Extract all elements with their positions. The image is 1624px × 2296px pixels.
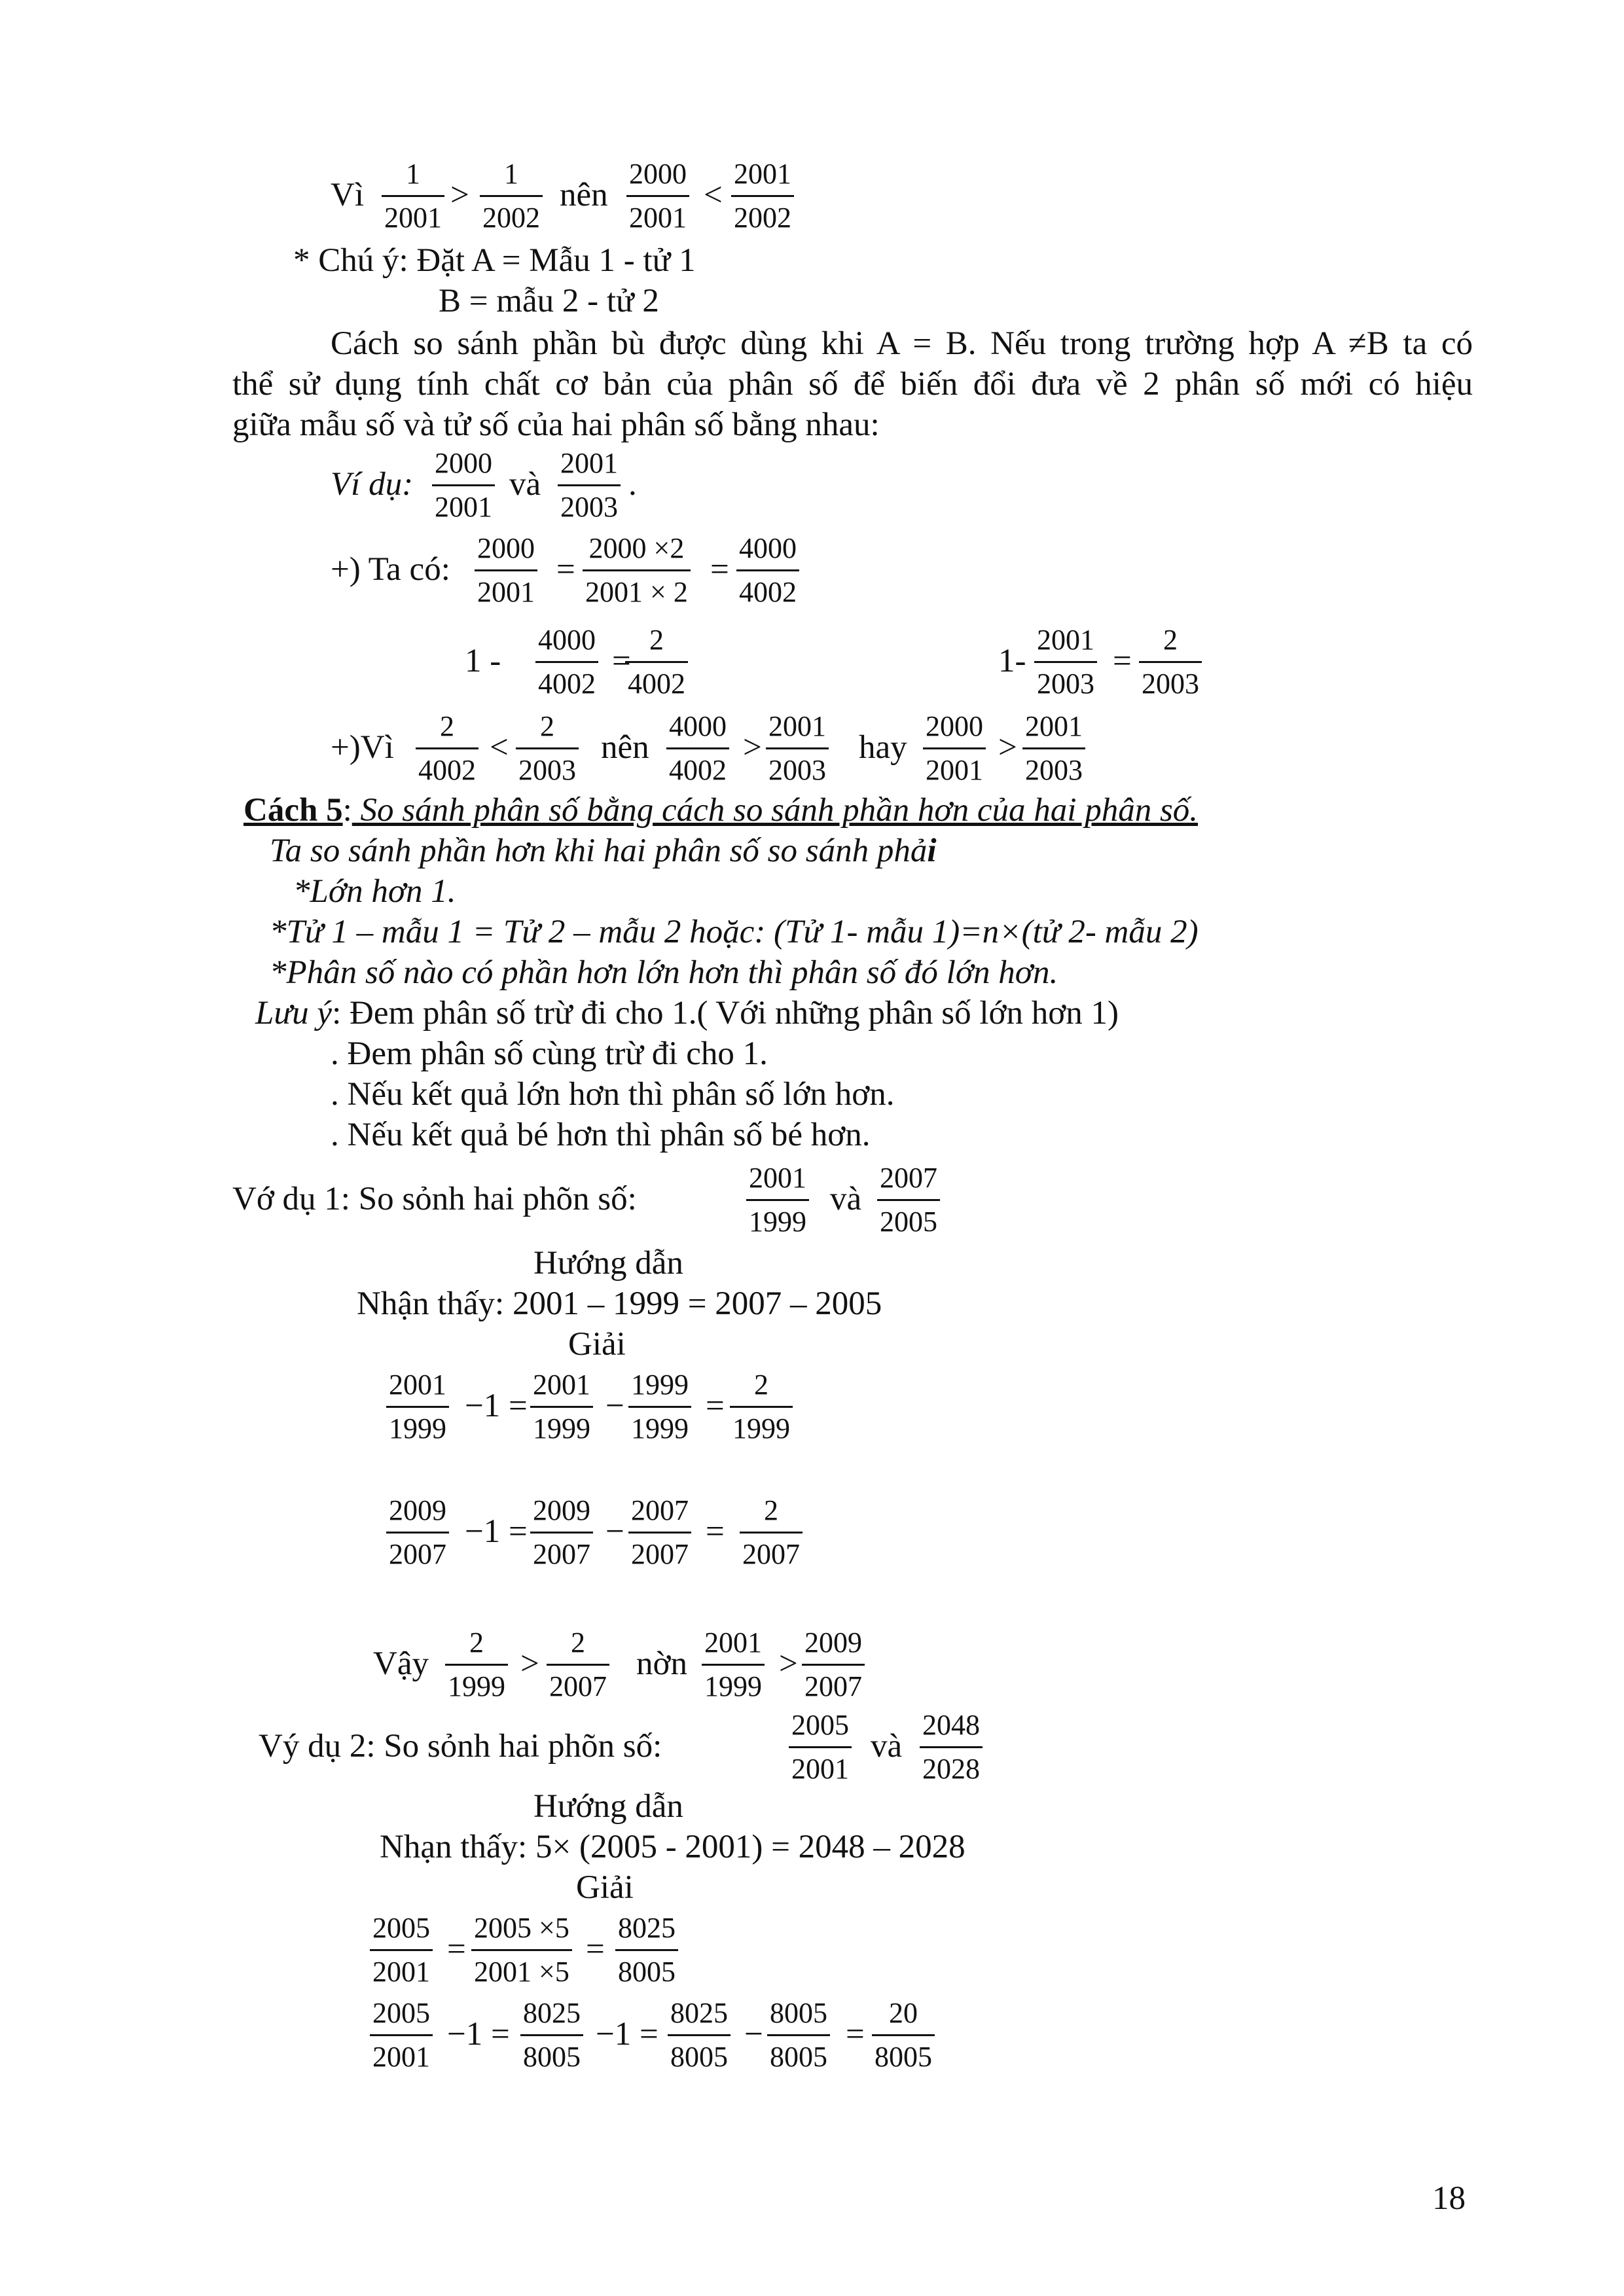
fraction: 8025 8005 <box>520 1996 583 2074</box>
paragraph-line: Cách so sánh phần bù được dùng khi A = B. Nếu trong trường hợp A ≠B ta có <box>331 325 1473 362</box>
page-number: 18 <box>1432 2180 1466 2217</box>
operator: = <box>1113 643 1132 679</box>
note-line-b: B = mẫu 2 - tử 2 <box>439 283 659 319</box>
operator: = <box>710 551 729 588</box>
fraction: 4000 4002 <box>666 709 729 787</box>
note-item: . Đem phân số cùng trừ đi cho 1. <box>331 1035 768 1072</box>
fraction: 2001 2003 <box>558 446 621 524</box>
fraction: 8025 8005 <box>615 1911 678 1989</box>
example-label: Ví dụ: <box>331 466 414 503</box>
fraction: 20 8005 <box>872 1996 935 2074</box>
text-hay: hay <box>859 729 907 766</box>
fraction: 4000 4002 <box>535 623 598 701</box>
fraction: 2001 1999 <box>386 1368 449 1446</box>
observation-line: Nhạn thấy: 5× (2005 - 2001) = 2048 – 2028 <box>380 1829 965 1865</box>
rule-line: *Tử 1 – mẫu 1 = Tử 2 – mẫu 2 hoặc: (Tử 1- mẫu 1)=n×(tử 2- mẫu 2) <box>270 914 1199 950</box>
operator: = <box>706 1388 725 1424</box>
operator: < <box>490 729 509 766</box>
operator: = <box>556 551 575 588</box>
fraction: 1 2002 <box>480 157 543 235</box>
operator: −1 = <box>465 1513 528 1550</box>
operator: −1 = <box>596 2016 659 2053</box>
operator: > <box>450 177 469 213</box>
example-label: Vý dụ 2: So sỏnh hai phõn số: <box>259 1728 662 1765</box>
subheading: Hướng dẫn <box>533 1788 683 1825</box>
observation-line: Nhận thấy: 2001 – 1999 = 2007 – 2005 <box>357 1285 882 1322</box>
note-line: Lưu ý: Đem phân số trừ đi cho 1.( Với những phân số lớn hơn 1) <box>255 995 1119 1031</box>
text-vi: Vì <box>331 177 364 213</box>
fraction: 8005 8005 <box>767 1996 830 2074</box>
text-nen: nên <box>560 177 608 213</box>
text-vi: +)Vì <box>331 729 394 766</box>
fraction: 2 2007 <box>740 1494 803 1571</box>
operator: > <box>743 729 762 766</box>
fraction: 2 1999 <box>445 1626 508 1704</box>
fraction: 2001 2002 <box>731 157 794 235</box>
fraction: 2000 2001 <box>923 709 986 787</box>
section-heading: Cách 5: So sánh phân số bằng cách so sánh phần hơn của hai phân số. <box>244 792 1199 829</box>
fraction: 2 4002 <box>416 709 478 787</box>
fraction: 2 2003 <box>1139 623 1202 701</box>
fraction: 2009 2007 <box>386 1494 449 1571</box>
text-vay: Vậy <box>373 1645 429 1682</box>
punctuation: . <box>628 466 637 503</box>
fraction: 2000 2001 <box>626 157 689 235</box>
note-item: . Nếu kết quả lớn hơn thì phân số lớn hơn. <box>331 1076 895 1113</box>
operator: = <box>846 2016 865 2053</box>
fraction: 2005 2001 <box>370 1996 433 2074</box>
operator: − <box>744 2016 763 2053</box>
fraction: 2001 1999 <box>746 1161 809 1239</box>
operator: > <box>998 729 1017 766</box>
fraction: 2005 2001 <box>789 1708 852 1786</box>
fraction: 4000 4002 <box>736 531 799 609</box>
section-title: Cách 5 <box>244 792 343 829</box>
fraction: 2007 2005 <box>877 1161 940 1239</box>
example-label: Vớ dụ 1: So sỏnh hai phõn số: <box>232 1181 637 1217</box>
operator: > <box>779 1645 798 1682</box>
fraction: 2005 2001 <box>370 1911 433 1989</box>
section-title-text: So sánh phân số bằng cách so sánh phần hơn của hai phân số. <box>352 792 1199 829</box>
subheading: Giải <box>568 1326 626 1363</box>
text-non: nờn <box>636 1645 687 1682</box>
operator: = <box>447 1931 466 1967</box>
fraction: 2 4002 <box>625 623 688 701</box>
fraction: 2009 2007 <box>802 1626 865 1704</box>
subheading: Giải <box>576 1869 634 1906</box>
operator: −1 = <box>465 1388 528 1424</box>
fraction: 2000 ×2 2001 × 2 <box>583 531 691 609</box>
paragraph-line: giữa mẫu số và tử số của hai phân số bằng nhau: <box>232 406 880 443</box>
fraction: 2009 2007 <box>530 1494 593 1571</box>
operator: −1 = <box>447 2016 510 2053</box>
text-va: và <box>830 1181 862 1217</box>
paragraph-line: thể sử dụng tính chất cơ bản của phân số để biến đổi đưa về 2 phân số mới có hiệu <box>232 366 1473 403</box>
fraction: 2001 2003 <box>766 709 829 787</box>
fraction: 2005 ×5 2001 ×5 <box>471 1911 572 1989</box>
operator: = <box>706 1513 725 1550</box>
note-item: . Nếu kết quả bé hơn thì phân số bé hơn. <box>331 1117 871 1153</box>
fraction: 2048 2028 <box>920 1708 983 1786</box>
rule-line: *Phân số nào có phần hơn lớn hơn thì phân số đó lớn hơn. <box>270 954 1058 991</box>
fraction: 2 1999 <box>730 1368 793 1446</box>
fraction: 2007 2007 <box>628 1494 691 1571</box>
operator: = <box>586 1931 605 1967</box>
text-ta-co: +) Ta có: <box>331 551 450 588</box>
text-va: và <box>509 466 541 503</box>
note-line: * Chú ý: Đặt A = Mẫu 1 - tử 1 <box>293 242 696 279</box>
subheading: Hướng dẫn <box>533 1245 683 1282</box>
text-one-minus: 1 - <box>465 643 501 679</box>
fraction: 1999 1999 <box>628 1368 691 1446</box>
operator: > <box>520 1645 539 1682</box>
fraction: 2000 2001 <box>432 446 495 524</box>
fraction: 2001 1999 <box>702 1626 765 1704</box>
fraction: 2001 1999 <box>530 1368 593 1446</box>
operator: − <box>605 1513 624 1550</box>
text-va: và <box>871 1728 903 1765</box>
operator: < <box>704 177 723 213</box>
fraction: 2001 2003 <box>1022 709 1085 787</box>
text-one-minus: 1- <box>998 643 1026 679</box>
fraction: 2 2003 <box>516 709 579 787</box>
operator: − <box>605 1388 624 1424</box>
operator: = <box>612 643 631 679</box>
rule-line: Ta so sánh phần hơn khi hai phân số so sánh phải <box>270 833 937 869</box>
fraction: 1 2001 <box>382 157 444 235</box>
fraction: 8025 8005 <box>668 1996 731 2074</box>
fraction: 2000 2001 <box>475 531 537 609</box>
fraction: 2 2007 <box>547 1626 609 1704</box>
rule-line: *Lớn hơn 1. <box>293 873 456 910</box>
text-nen: nên <box>601 729 649 766</box>
fraction: 2001 2003 <box>1034 623 1097 701</box>
